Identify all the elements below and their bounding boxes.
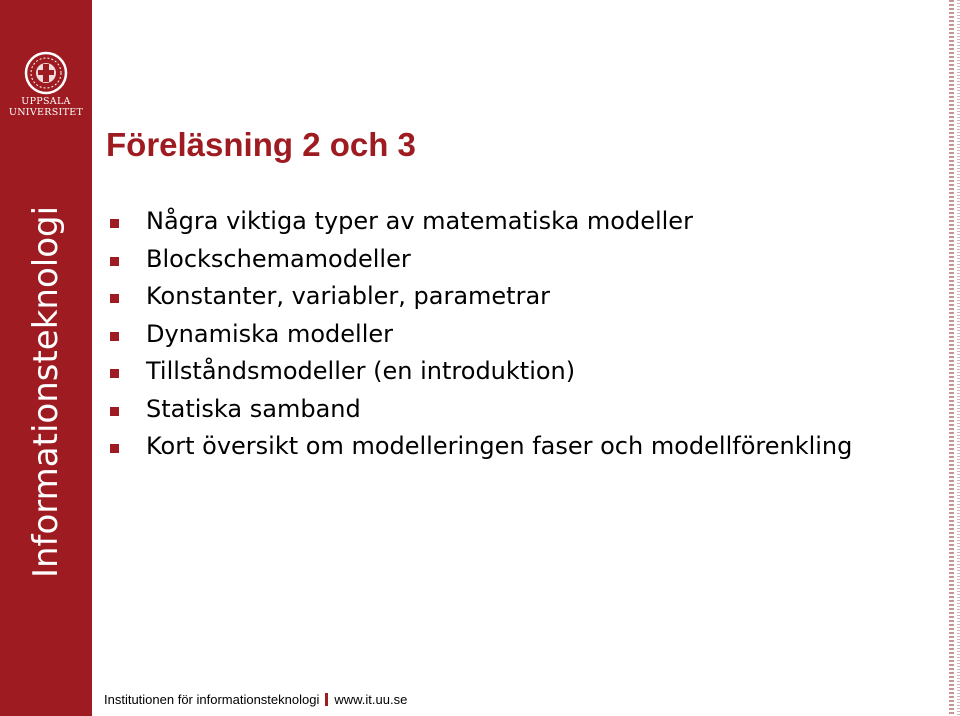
bullet-item [108,316,852,354]
bullet-item [108,241,852,279]
logo-line-2: UNIVERSITET [8,107,84,118]
bullet-item [108,428,852,466]
bullet-text: Några viktiga typer av matematiska modeller [146,207,693,235]
bullet-text: Konstanter, variabler, parametrar [146,282,551,310]
right-decorative-border [949,0,954,716]
footer-institution: Institutionen för informationsteknologi [104,692,320,707]
bullet-list [108,203,852,466]
bullet-item [108,203,852,241]
square-bullet-icon [110,294,119,303]
bullet-item [108,278,852,316]
bullet-text: Blockschemamodeller [146,244,411,273]
bullet-text: Statiska samband [146,394,361,423]
square-bullet-icon [110,219,119,228]
footer-separator [325,693,328,706]
square-bullet-icon [110,369,119,378]
footer [104,692,407,707]
square-bullet-icon [110,257,119,266]
bullet-text: Tillståndsmodeller (en introduktion) [146,357,576,385]
logo-line-1: UPPSALA [21,96,71,107]
bullet-item [108,353,852,391]
square-bullet-icon [110,407,119,416]
vertical-department-title: Informationsteknologi [26,205,66,579]
university-name [2,96,90,118]
bullet-text: Kort översikt om modelleringen faser och modellförenkling [146,432,853,460]
footer-url-link[interactable]: www.it.uu.se [334,692,408,707]
bullet-item [108,391,852,429]
bullet-text: Dynamiska modeller [146,319,393,348]
square-bullet-icon [110,444,119,453]
square-bullet-icon [110,332,119,341]
sidebar [0,0,92,716]
slide-title: Föreläsning 2 och 3 [106,126,416,163]
